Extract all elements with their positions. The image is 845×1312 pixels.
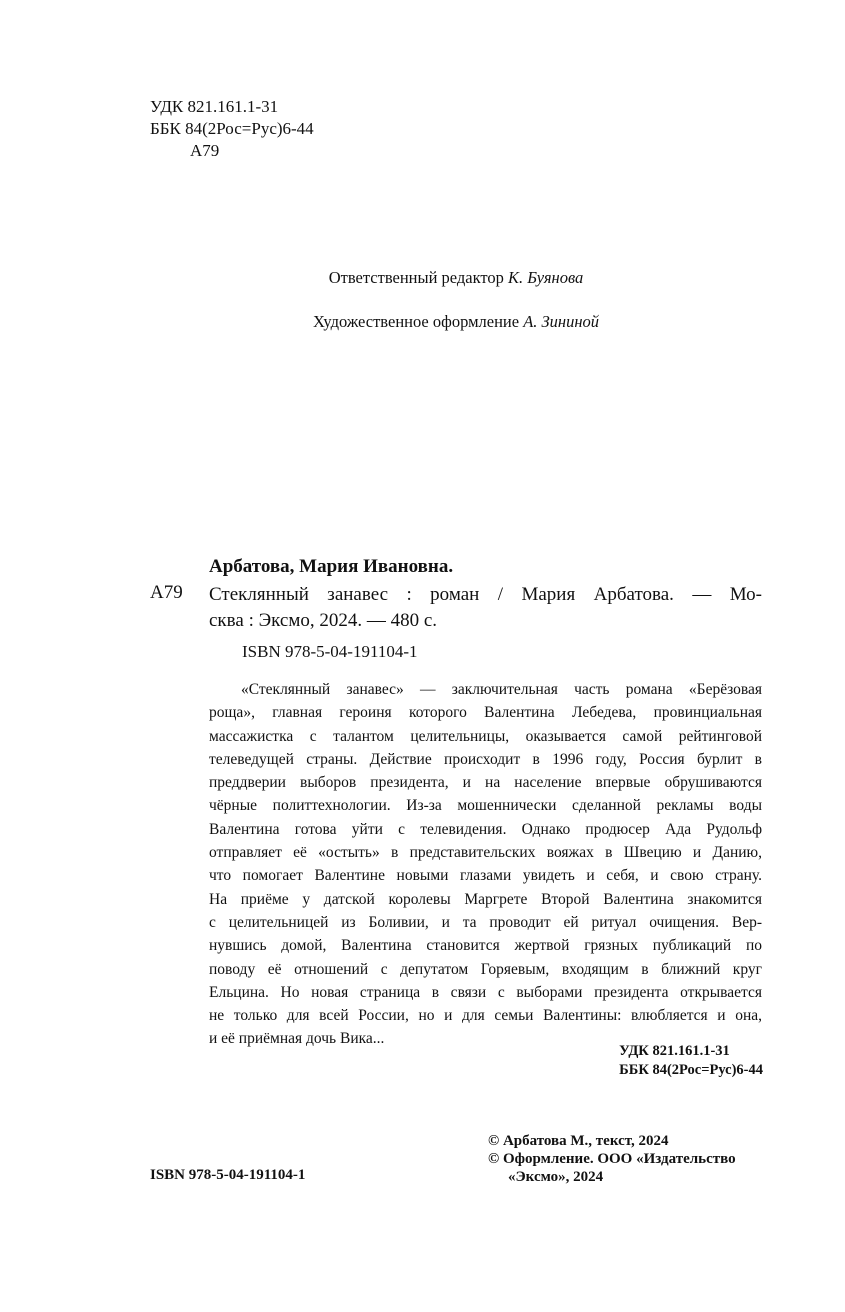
catalog-title-description: [209, 582, 762, 634]
catalog-author: Арбатова, Мария Ивановна.: [209, 556, 454, 577]
annotation-line: «Стеклянный занавес» — заключительная часть романа «Берёзовая: [241, 681, 762, 698]
editor-credit: [0, 268, 845, 288]
catalog-isbn: ISBN 978-5-04-191104-1: [242, 642, 418, 661]
annotation-line: чёрные политтехнологии. Из-за мошеннически сделанной рекламы воды: [209, 797, 762, 815]
udk-code-right: УДК 821.161.1-31: [619, 1043, 730, 1059]
title-line-1: Стеклянный занавес : роман / Мария Арбатова. — Мо-: [209, 584, 762, 605]
annotation-line: не только для всей России, но и для семьи Валентины: влюбляется и она,: [209, 1007, 762, 1025]
annotation-line: На приёме у датской королевы Маргрете Второй Валентина знакомится: [209, 890, 762, 908]
annotation-line: и её приёмная дочь Вика...: [209, 1030, 385, 1048]
annotation-line: поводу её отношений с депутатом Горяевым, входящим в ближний круг: [209, 960, 762, 978]
author-mark: А79: [190, 141, 220, 160]
design-role: Художественное оформление: [312, 312, 520, 331]
copyright-design: © Оформление. ООО «Издательство: [488, 1151, 736, 1167]
annotation-line: что помогает Валентине новыми глазами увидеть и себя, и свою страну.: [209, 867, 762, 885]
bbk-code: ББК 84(2Рос=Рус)6-44: [150, 119, 314, 138]
annotation-line: роща», главная героиня которого Валентина Лебедева, провинциальная: [209, 704, 762, 722]
copyright-text: © Арбатова М., текст, 2024: [488, 1133, 669, 1149]
design-credit: [0, 312, 845, 332]
copyright-block: [488, 1132, 736, 1186]
annotation-line: Валентина готова уйти с телевидения. Однако продюсер Ада Рудольф: [209, 820, 762, 838]
classification-right: [619, 1042, 763, 1080]
annotation: [209, 678, 762, 1051]
design-name: А. Зининой: [523, 312, 600, 331]
annotation-line: с целительницей из Боливии, и та проводит ей ритуал очищения. Вер-: [209, 913, 762, 931]
udk-code: УДК 821.161.1-31: [150, 97, 279, 116]
annotation-line: отправляет её «остыть» в представительских вояжах в Швецию и Данию,: [209, 844, 762, 862]
editor-name: К. Буянова: [508, 268, 584, 287]
copyright-design-cont: «Эксмо», 2024: [508, 1169, 604, 1185]
annotation-line: Ельцина. Но новая страница в связи с выборами президента открывается: [209, 983, 762, 1001]
editor-role: Ответственный редактор: [328, 268, 504, 287]
title-line-2: сква : Эксмо, 2024. — 480 с.: [209, 610, 438, 631]
isbn-bottom: ISBN 978-5-04-191104-1: [150, 1167, 306, 1183]
annotation-line: массажистка с талантом целительницы, оказывается самой рейтинговой: [209, 727, 762, 745]
catalog-author-mark: А79: [150, 582, 183, 603]
annotation-line: преддверии выборов президента, и на население впервые обрушиваются: [209, 774, 762, 792]
annotation-line: нувшись домой, Валентина становится жертвой грязных публикаций по: [209, 937, 762, 955]
classification-block: [150, 96, 314, 162]
bbk-code-right: ББК 84(2Рос=Рус)6-44: [619, 1062, 763, 1078]
annotation-line: телеведущей страны. Действие происходит в 1996 году, Россия бурлит в: [209, 750, 762, 768]
